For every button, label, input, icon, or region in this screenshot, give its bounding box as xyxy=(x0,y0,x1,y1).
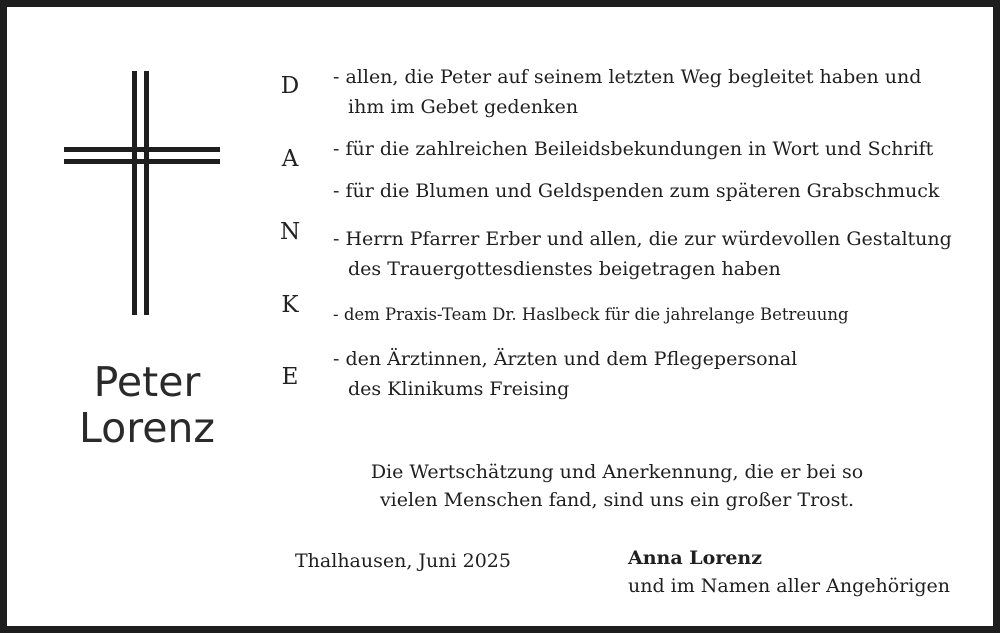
danke-letter-n: N xyxy=(279,219,301,245)
thanks-item-1-line2: ihm im Gebet gedenken xyxy=(348,96,579,118)
thanks-item-4-line1: - Herrn Pfarrer Erber und allen, die zur würdevollen Gestaltung xyxy=(333,228,952,250)
danke-letter-a: A xyxy=(281,146,299,172)
thanks-item-3: - für die Blumen und Geldspenden zum späteren Grabschmuck xyxy=(333,180,940,202)
thanks-item-6-line1: - den Ärztinnen, Ärzten und dem Pflegepersonal xyxy=(333,348,798,370)
signature-name: Anna Lorenz xyxy=(628,547,763,569)
thanks-item-1-line1: - allen, die Peter auf seinem letzten Weg begleitet haben und xyxy=(333,66,922,88)
place-date: Thalhausen, Juni 2025 xyxy=(295,550,511,572)
signature-block xyxy=(628,544,950,600)
deceased-first-name: Peter xyxy=(93,358,201,406)
closing-quote-line2: vielen Menschen fand, sind uns ein großer Trost. xyxy=(379,489,855,511)
danke-letter-k: K xyxy=(281,292,299,318)
deceased-last-name: Lorenz xyxy=(79,404,215,452)
closing-quote xyxy=(337,458,897,514)
signature-subtitle: und im Namen aller Angehörigen xyxy=(628,575,950,597)
thanks-item-2: - für die zahlreichen Beileidsbekundungen in Wort und Schrift xyxy=(333,138,934,160)
danke-letter-d: D xyxy=(280,73,300,99)
cross-icon xyxy=(64,71,220,315)
closing-quote-line1: Die Wertschätzung und Anerkennung, die er bei so xyxy=(370,461,864,483)
thanks-item-6-line2: des Klinikums Freising xyxy=(348,378,570,400)
danke-letter-e: E xyxy=(281,364,299,390)
thanks-item-4-line2: des Trauergottesdienstes beigetragen haben xyxy=(348,258,781,280)
deceased-name xyxy=(47,359,247,451)
thanks-item-5: - dem Praxis-Team Dr. Haslbeck für die jahrelange Betreuung xyxy=(333,305,849,324)
